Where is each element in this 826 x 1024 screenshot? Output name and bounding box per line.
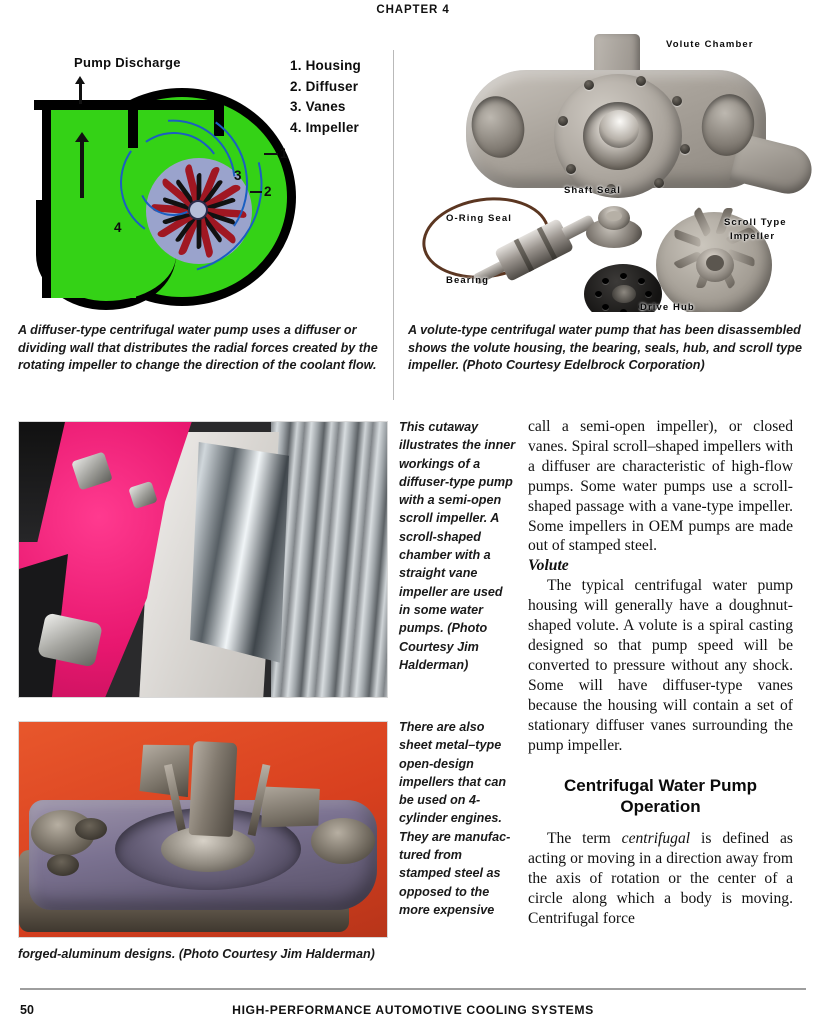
- photo-canvas: [408, 16, 812, 312]
- housing-bolt-hole: [558, 116, 568, 126]
- legend-item-diffuser: 2. Diffuser: [290, 78, 359, 94]
- diagram-canvas: [18, 40, 378, 312]
- callout-4: 4: [114, 220, 122, 235]
- scroll-impeller-vane: [675, 229, 701, 247]
- sheet-metal-impeller-photo: [18, 721, 388, 938]
- footer-rule: [20, 988, 806, 990]
- caption-sheet-metal: There are also sheet metal–type open-design impellers that can be used on 4-cylinder engines. They are manufac-tured from stamped steel as opposed to the more expensive: [399, 720, 511, 917]
- caption-sheet-metal-tail: forged-aluminum designs. (Photo Courtesy Jim Halderman): [18, 947, 375, 961]
- callout-2: 2: [264, 184, 272, 199]
- drive-hub-bolt-hole: [602, 304, 609, 310]
- operation-text-pre: The term: [547, 830, 622, 848]
- cutaway-photo-canvas: [19, 422, 387, 697]
- label-shaft-seal: Shaft Seal: [564, 185, 621, 196]
- volute-pump-exploded-photo: [408, 16, 812, 312]
- volute-cross-section: [28, 80, 300, 308]
- subhead-volute: Volute: [528, 557, 569, 575]
- housing-bolt-hole: [654, 178, 664, 188]
- label-scroll-impeller-2: Impeller: [730, 231, 776, 242]
- flow-streamlines: [28, 80, 300, 308]
- housing-bolt-hole: [680, 144, 690, 154]
- diagram-legend: [290, 56, 361, 138]
- caption-volute-pump: A volute-type centrifugal water pump that has been disassembled shows the volute housing, the bearing, seals, hub, and scroll type impeller. (Photo Courtesy Edelbrock Corporation): [408, 323, 802, 373]
- drive-hub-bolt-hole: [620, 309, 627, 312]
- scroll-impeller-vane: [693, 206, 711, 237]
- label-bearing: Bearing: [446, 275, 490, 286]
- impeller-drive-shaft: [189, 741, 238, 837]
- paragraph-continued: call a semi-open impeller), or closed vanes. Spiral scroll–shaped impellers with a diffuser are characteristic of high-flow pumps. Some water pumps use a scroll-shaped passage with a vane-type impeller. Some impellers in OEM pumps are made out of stamped steel.: [528, 418, 793, 555]
- impeller-photo-canvas: [19, 722, 387, 937]
- callout-3: 3: [234, 168, 242, 183]
- drive-hub-bolt-hole: [645, 291, 652, 297]
- legend-item-vanes: 3. Vanes: [290, 99, 346, 114]
- housing-bolt-hole: [566, 164, 576, 174]
- drive-hub-bolt-hole: [602, 278, 609, 284]
- callout-2-leader: [250, 191, 262, 193]
- drive-hub-bolt-hole: [595, 291, 602, 297]
- bolt-hole-left: [47, 854, 79, 876]
- page-number: 50: [20, 1003, 34, 1017]
- diffuser-pump-diagram: [18, 40, 378, 312]
- shaft-seal-part: [586, 206, 642, 248]
- operation-term-emphasis: centrifugal: [621, 830, 691, 848]
- label-volute-chamber: Volute Chamber: [666, 39, 754, 50]
- impeller-bore: [706, 255, 724, 271]
- drive-hub-bolt-hole: [620, 273, 627, 279]
- label-scroll-impeller-1: Scroll Type: [724, 217, 787, 228]
- housing-bolt-hole: [672, 96, 682, 106]
- operation-text-post: is defined as acting or moving in a direction away from the axis of rotation or the center of a circle along which a body is moving. Centrifugal force: [528, 830, 793, 928]
- legend-item-housing: 1. Housing: [290, 58, 362, 73]
- housing-bolt-hole: [584, 80, 594, 90]
- shaft-seal-bore: [606, 211, 622, 221]
- caption-diffuser-pump: A diffuser-type centrifugal water pump uses a diffuser or dividing wall that distributes the radial forces created by the rotating impeller to change the direction of the coolant flow.: [18, 323, 378, 373]
- label-drive-hub: Drive Hub: [640, 302, 695, 312]
- legend-item-impeller: 4. Impeller: [290, 119, 359, 135]
- paragraph-volute: The typical centrifugal water pump housing will generally have a doughnut-shaped volute. A volute is a spiral casting designed so that pump speed will be converted to pressure without any shock. Some will have diffuser-type vanes because the housing will contain a set of stationary diffuser vanes surrounding the pump impeller.: [528, 577, 793, 754]
- paragraph-operation: [528, 829, 793, 929]
- cutaway-pump-photo: [18, 421, 388, 698]
- column-divider-rule: [393, 50, 394, 400]
- caption-cutaway: This cutaway illustrates the inner workings of a diffuser-type pump with a semi-open scroll impeller. A scroll-shaped chamber with a straight vane impeller are used in some water pumps. (Photo Courtesy Jim Halderman): [399, 420, 516, 672]
- section-heading-centrifugal-operation: Centrifugal Water Pump Operation: [564, 776, 757, 817]
- mounting-lug-right: [311, 818, 375, 864]
- drive-hub-bolt-hole: [638, 278, 645, 284]
- pump-discharge-label: Pump Discharge: [74, 55, 181, 70]
- footer-running-title: HIGH-PERFORMANCE AUTOMOTIVE COOLING SYSTEMS: [232, 1003, 594, 1017]
- bolt-hole-upper: [75, 818, 107, 840]
- callout-1: 1: [280, 146, 288, 161]
- label-o-ring-seal: O-Ring Seal: [446, 213, 512, 224]
- body-text-column: [528, 417, 793, 929]
- callout-1-leader: [264, 153, 278, 155]
- housing-bolt-hole: [636, 76, 646, 86]
- chapter-running-head: CHAPTER 4: [376, 4, 450, 16]
